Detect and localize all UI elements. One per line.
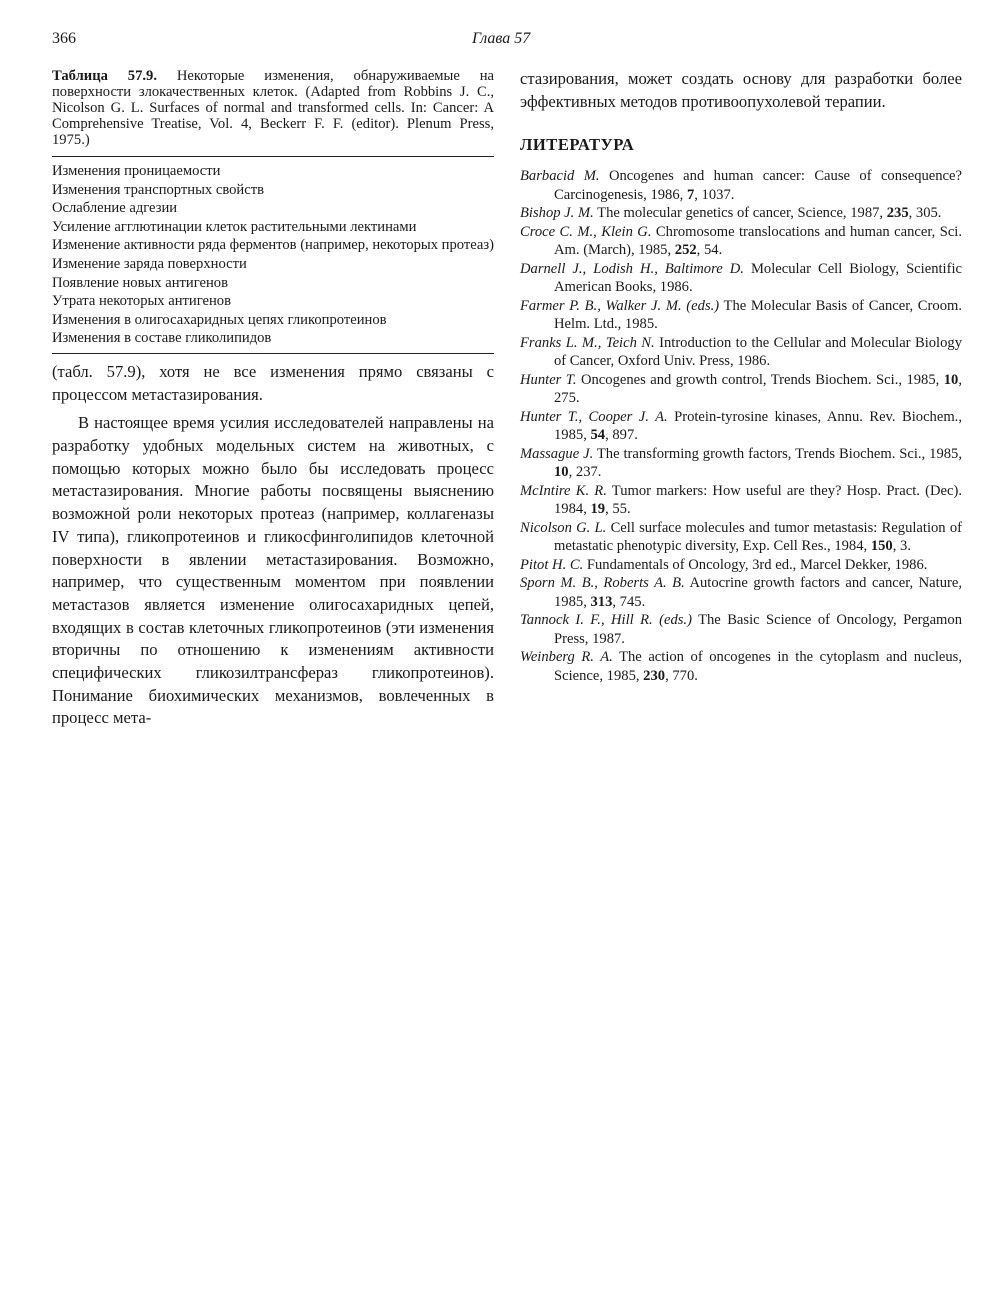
- right-column: [520, 68, 962, 685]
- reference-item: Nicolson G. L. Cell surface molecules and tumor metastasis: Regulation of metastatic phenotypic diversity, Exp. Cell Res., 1984, 150, 3.: [520, 519, 962, 555]
- running-head: Глава 57: [472, 30, 531, 47]
- reference-item: Hunter T. Oncogenes and growth control, Trends Biochem. Sci., 1985, 10, 275.: [520, 371, 962, 407]
- body-paragraph-continued: стазирования, может создать основу для разработки более эффективных методов противоопухолевой терапии.: [520, 69, 962, 111]
- table-row: Усиление агглютинации клеток растительными лектинами: [52, 218, 417, 235]
- reference-item: Bishop J. M. The molecular genetics of cancer, Science, 1987, 235, 305.: [520, 205, 942, 222]
- reference-item: Barbacid M. Oncogenes and human cancer: Cause of consequence? Carcinogenesis, 1986, 7, 1037.: [520, 168, 962, 203]
- table-row: Изменения проницаемости: [52, 163, 221, 179]
- reference-item: Weinberg R. A. The action of oncogenes in the cytoplasm and nucleus, Science, 1985, 230, 770.: [520, 649, 963, 684]
- table-caption: [52, 68, 494, 148]
- reference-item: Croce C. M., Klein G. Chromosome translocations and human cancer, Sci. Am. (March), 1985, 252, 54.: [520, 223, 963, 259]
- table-row: Изменение заряда поверхности: [52, 255, 247, 272]
- table-row: Утрата некоторых антигенов: [52, 293, 231, 310]
- table-top-rule: [52, 156, 494, 157]
- reference-item: Hunter T., Cooper J. A. Protein-tyrosine kinases, Annu. Rev. Biochem., 1985, 54, 897.: [520, 408, 962, 444]
- body-paragraph: (табл. 57.9), хотя не все изменения прямо связаны с процессом метастазирования.: [52, 361, 494, 404]
- reference-item: McIntire K. R. Tumor markers: How useful are they? Hosp. Pract. (Dec). 1984, 19, 55.: [520, 482, 963, 518]
- reference-item: Darnell J., Lodish H., Baltimore D. Molecular Cell Biology, Scientific American Books, 1986.: [520, 260, 962, 296]
- table-caption-text: Некоторые изменения, обнаруживаемые на поверхности злокачественных клеток. (Adapted from Robbins J. C., Nicolson G. L. Surfaces of normal and transformed cells. In: Cancer: A Comprehensive Treatise, Vol. 4, Beckerr F. F. (editor). Plenum Press, 1975.): [52, 68, 494, 148]
- body-paragraph: В настоящее время усилия исследователей направлены на разработку удобных модельных систем на животных, с помощью которых можно было бы исследовать процесс метастазирования. Многие работы посвящены выяснению возможной роли некоторых протеаз (например, коллагеназы IV типа), гликопротеинов и гликосфинголипидов клеточной поверхности в явлении метастазирования. Возможно, например, что существенным моментом при появлении метастазов является изменение олигосахаридных цепей, входящих в состав клеточных гликопротеинов (эти изменения вторичны по отношению к изменениям активности специфических гликозилтрансфераз гликопротеинов). Понимание биохимических механизмов, вовлеченных в процесс мета-: [52, 413, 494, 728]
- table-bottom-rule: [52, 353, 494, 354]
- table-caption-label: Таблица 57.9.: [52, 68, 157, 84]
- reference-item: Pitot H. C. Fundamentals of Oncology, 3rd ed., Marcel Dekker, 1986.: [520, 556, 928, 573]
- page-number: 366: [52, 30, 76, 47]
- reference-item: Farmer P. B., Walker J. M. (eds.) The Molecular Basis of Cancer, Croom. Helm. Ltd., 1985.: [520, 297, 962, 333]
- table-row: Изменения в составе гликолипидов: [52, 330, 272, 347]
- table-row: Появление новых антигенов: [52, 274, 228, 291]
- left-column: [52, 68, 494, 730]
- table-rows: [52, 162, 494, 348]
- reference-list: [520, 167, 962, 685]
- references-heading: ЛИТЕРАТУРА: [520, 135, 635, 155]
- table-row: Изменения транспортных свойств: [52, 181, 264, 198]
- table-row: Изменения в олигосахаридных цепях гликопротеинов: [52, 311, 387, 328]
- table-row: Изменение активности ряда ферментов (например, некоторых протеаз): [52, 237, 494, 254]
- reference-item: Massague J. The transforming growth factors, Trends Biochem. Sci., 1985, 10, 237.: [520, 445, 962, 481]
- table-row: Ослабление адгезии: [52, 200, 178, 217]
- reference-item: Tannock I. F., Hill R. (eds.) The Basic Science of Oncology, Pergamon Press, 1987.: [520, 612, 962, 647]
- reference-item: Sporn M. B., Roberts A. B. Autocrine growth factors and cancer, Nature, 1985, 313, 745.: [520, 575, 962, 610]
- reference-item: Franks L. M., Teich N. Introduction to the Cellular and Molecular Biology of Cancer, Oxford Univ. Press, 1986.: [520, 334, 962, 370]
